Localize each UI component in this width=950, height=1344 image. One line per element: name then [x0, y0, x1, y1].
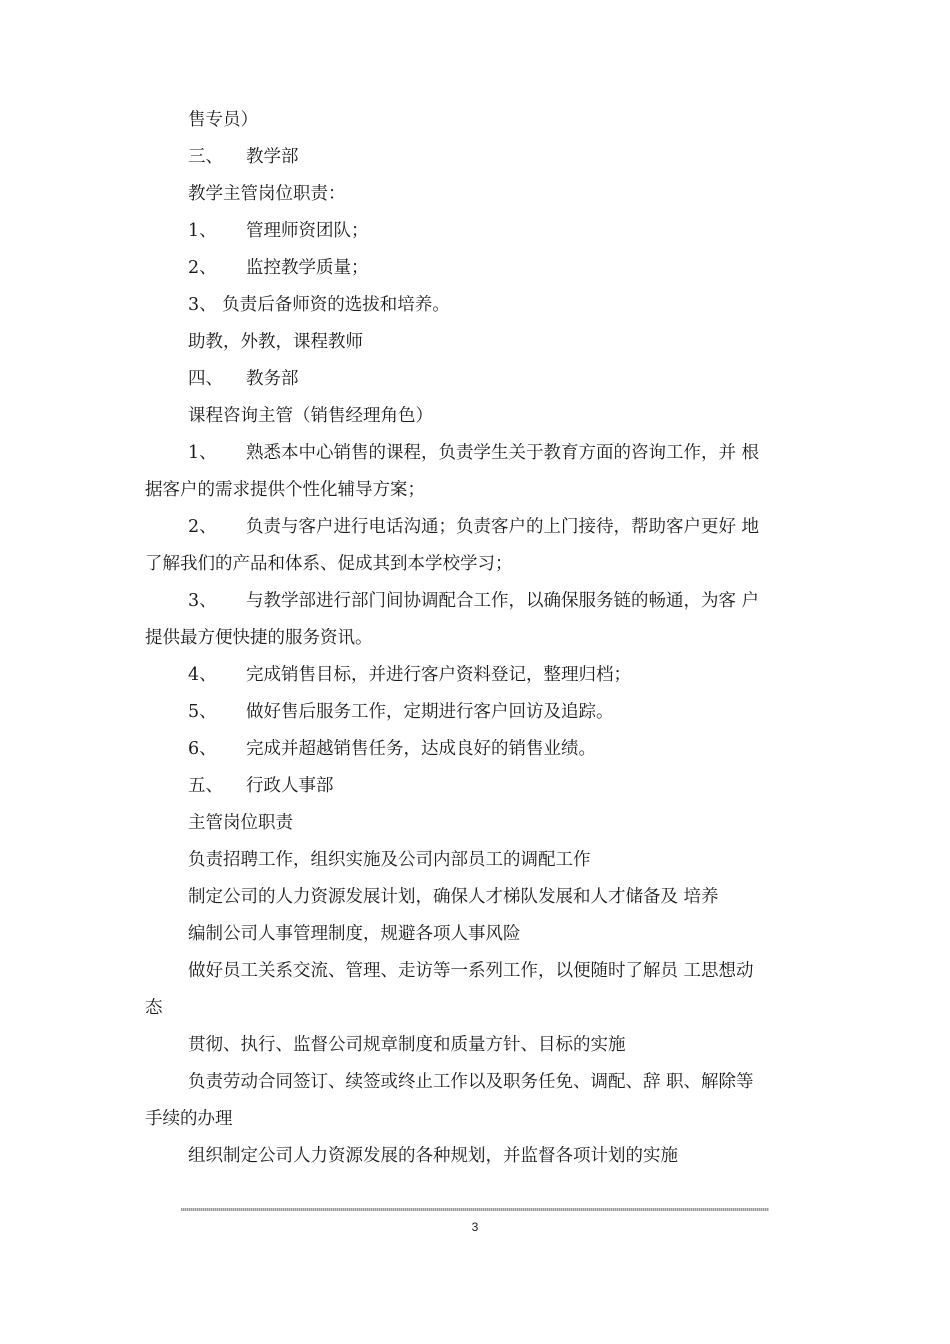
list-number: 4、 — [188, 665, 217, 685]
paragraph-continuation: 态 — [145, 998, 163, 1018]
section-number: 三、 — [188, 147, 223, 167]
list-number: 6、 — [188, 739, 217, 759]
paragraph-line: 负责招聘工作，组织实施及公司内部员工的调配工作 — [188, 850, 591, 870]
list-text: 负责与客户进行电话沟通；负责客户的上门接待，帮助客户更好 地 — [246, 517, 760, 537]
list-text: 做好售后服务工作，定期进行客户回访及追踪。 — [246, 702, 614, 722]
list-number: 2、 — [188, 517, 217, 537]
section-heading-admin-hr — [188, 774, 334, 798]
paragraph-line: 售专员） — [188, 110, 258, 130]
list-item — [188, 515, 759, 539]
list-number: 3、 — [188, 591, 217, 611]
list-item-continuation: 提供最方便快捷的服务资讯。 — [145, 628, 373, 648]
section-title: 行政人事部 — [246, 776, 334, 796]
list-number: 5、 — [188, 702, 217, 722]
section-number: 四、 — [188, 369, 223, 389]
paragraph-line: 做好员工关系交流、管理、走访等一系列工作，以便随时了解员 工思想动 — [188, 961, 754, 981]
list-number: 1、 — [188, 443, 217, 463]
list-item — [188, 441, 759, 465]
list-text: 完成销售目标，并进行客户资料登记，整理归档； — [246, 665, 631, 685]
list-item: 3、 负责后备师资的选拔和培养。 — [188, 295, 450, 315]
section-heading-academic-affairs — [188, 367, 299, 391]
paragraph-line: 课程咨询主管（销售经理角色） — [188, 406, 433, 426]
list-text: 监控教学质量； — [246, 258, 369, 278]
list-item — [188, 589, 759, 613]
paragraph-line: 负责劳动合同签订、续签或终止工作以及职务任免、调配、辞 职、解除等 — [188, 1072, 754, 1092]
paragraph-line: 组织制定公司人力资源发展的各种规划，并监督各项计划的实施 — [188, 1146, 678, 1166]
section-title: 教务部 — [246, 369, 299, 389]
paragraph-line: 制定公司的人力资源发展计划，确保人才梯队发展和人才储备及 培养 — [188, 887, 719, 907]
page-number: 3 — [471, 1220, 479, 1234]
footer-divider — [181, 1208, 769, 1211]
list-item — [188, 700, 614, 724]
list-item — [188, 256, 369, 280]
list-text: 完成并超越销售任务，达成良好的销售业绩。 — [246, 739, 596, 759]
paragraph-line: 主管岗位职责 — [188, 813, 293, 833]
list-text: 管理师资团队； — [246, 221, 369, 241]
section-number: 五、 — [188, 776, 223, 796]
list-item — [188, 219, 369, 243]
list-number: 1、 — [188, 221, 217, 241]
paragraph-line: 编制公司人事管理制度，规避各项人事风险 — [188, 924, 521, 944]
paragraph-continuation: 手续的办理 — [145, 1109, 233, 1129]
section-heading-teaching — [188, 145, 299, 169]
list-item — [188, 737, 596, 761]
section-title: 教学部 — [246, 147, 299, 167]
list-text: 与教学部进行部门间协调配合工作，以确保服务链的畅通，为客 户 — [246, 591, 760, 611]
paragraph-line: 教学主管岗位职责： — [188, 184, 346, 204]
list-item-continuation: 据客户的需求提供个性化辅导方案； — [145, 480, 425, 500]
paragraph-line: 贯彻、执行、监督公司规章制度和质量方针、目标的实施 — [188, 1035, 626, 1055]
list-number: 2、 — [188, 258, 217, 278]
list-text: 熟悉本中心销售的课程，负责学生关于教育方面的咨询工作，并 根 — [246, 443, 760, 463]
paragraph-line: 助教，外教，课程教师 — [188, 332, 363, 352]
list-item-continuation: 了解我们的产品和体系、促成其到本学校学习； — [145, 554, 513, 574]
list-item — [188, 663, 631, 687]
